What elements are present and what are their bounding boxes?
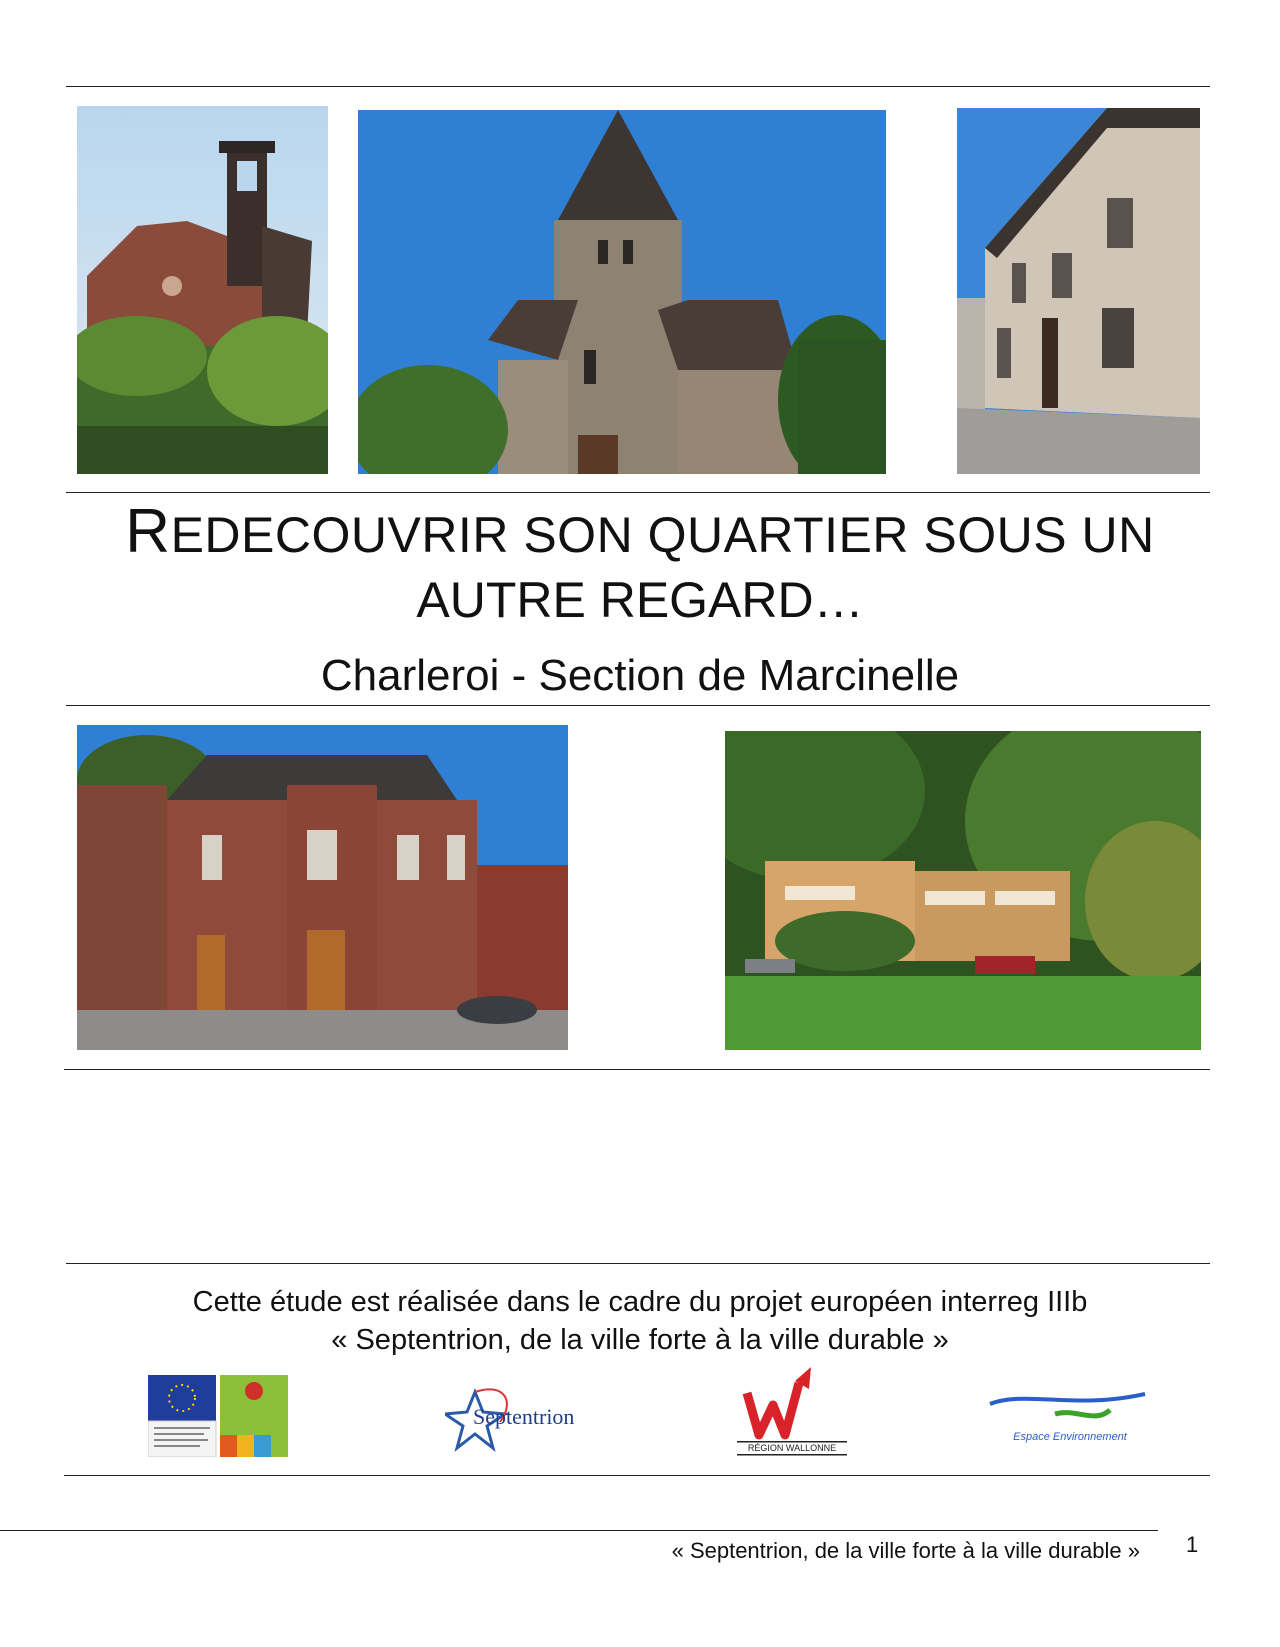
title-initial: R (125, 497, 171, 566)
eu-leader-logo (148, 1375, 288, 1457)
page-number: 1 (1186, 1532, 1199, 1557)
photo-mine-headframe (77, 106, 328, 474)
photos-bottom-rule (64, 1069, 1210, 1070)
page-title-line2: AUTRE REGARD… (416, 572, 864, 628)
logos-bottom-rule (64, 1475, 1210, 1476)
photo-street-houses (957, 108, 1200, 474)
top-rule (66, 86, 1210, 87)
septentrion-logo (445, 1382, 585, 1452)
espace-environnement-logo (985, 1384, 1155, 1448)
intro-line2: « Septentrion, de la ville forte à la ville durable » (331, 1324, 949, 1356)
septentrion-logo-text: Septentrion (473, 1404, 575, 1429)
title-bottom-rule (66, 705, 1210, 706)
region-wallonne-text: RÉGION WALLONNE (747, 1443, 837, 1453)
title-top-rule (66, 492, 1210, 493)
footer-text: « Septentrion, de la ville forte à la ville durable » (671, 1538, 1140, 1563)
title-rest: EDECOUVRIR SON QUARTIER SOUS UN (170, 507, 1155, 563)
intro-top-rule (66, 1263, 1210, 1264)
wallonie-w-icon (747, 1383, 799, 1435)
espace-environnement-text: Espace Environnement (1013, 1431, 1127, 1443)
page-subtitle: Charleroi - Section de Marcinelle (320, 651, 960, 700)
photo-modern-house (725, 731, 1201, 1050)
footer-rule (0, 1530, 1158, 1531)
intro-line1: Cette étude est réalisée dans le cadre du projet européen interreg IIIb (192, 1286, 1088, 1318)
page-title-line1 (60, 497, 1220, 566)
photo-church (358, 110, 886, 474)
region-wallonne-logo (737, 1363, 847, 1457)
photo-brick-mansion (77, 725, 568, 1050)
